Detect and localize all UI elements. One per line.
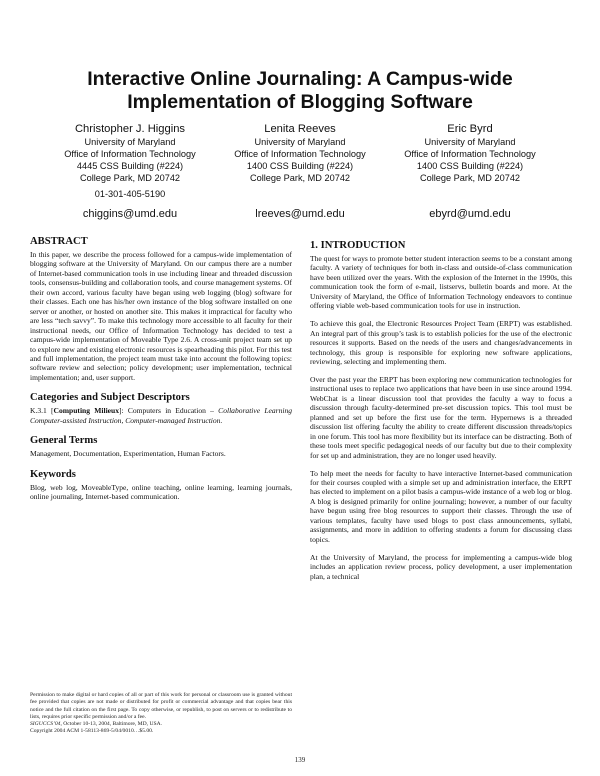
- keywords-text: Blog, web log, MoveableType, online teaching, online learning, learning journals, online journaling, Internet-based communication.: [30, 482, 292, 502]
- categories-code: K.3.1 [: [30, 406, 54, 416]
- intro-paragraph-4: To help meet the needs for faculty to have interactive Internet-based communication for their courses coupled with a simple set up and administration interface, the ERPT has elected to implement on a pilot basis a campus-wide instance of a web log or blog. A blog is designed primarily for online journaling; however, a number of our faculty have begun using free blog resources to support their classes. Through the use of various templates, faculty have used blogs to post class announcements, syllabi, assignments, and more in addition to offering students a forum for discussing class topics.: [310, 468, 572, 544]
- intro-paragraph-2: To achieve this goal, the Electronic Resources Project Team (ERPT) was established. An integral part of this group’s task is to establish policies for the use of the electronic resources it supports. Based on the needs of the users and changes/advancements in technology, this group is responsible for exploring new software applications, reviewing, selecting and implementing them.: [310, 319, 572, 367]
- author-office: Office of Information Technology: [64, 149, 196, 159]
- general-terms-text: Management, Documentation, Experimentation, Human Factors.: [30, 449, 226, 459]
- intro-paragraph-1: The quest for ways to promote better student interaction seems to be a constant among faculty. A variety of techniques for both in-class and outside-of-class communication have been utilized over the years. With the explosion of the Internet in the 1990s, this communication took the form of e-mail, listservs, bulletin boards and more. At the University of Maryland, the Office of Information Technology endeavors to continue offering viable web-based communication tools for use in instruction.: [310, 254, 572, 311]
- keywords-heading: Keywords: [30, 468, 76, 480]
- author-email: ebyrd@umd.edu: [429, 208, 511, 220]
- right-column: [310, 240, 572, 590]
- permission-notice: [30, 692, 292, 736]
- author-email: chiggins@umd.edu: [82, 208, 178, 220]
- introduction-heading: 1. INTRODUCTION: [310, 240, 406, 251]
- abstract-text: In this paper, we describe the process followed for a campus-wide implementation of blogging software at the University of Maryland. On our campus there are a number of Internet-based communication tools in use including linear and threaded discussion tools, consensus-building and collaboration tools, and course management systems. Of their own accord, various faculty have began using web logging (blog) software for their classes. Each one has his/her own instance of the blog software installed on one server or another, or hosted on another site. This makes it impractical for faculty who are less “tech savvy”. To make this technology more accessible to all faculty for their instructional needs, our Office of Information Technology has decided to test a campus-wide implementation of Moveable Type 2.6. A cross-unit project team set up to explore new and existing electronic resources is spearheading this pilot. For this test and full implementation, the project team must take into account the following topics: software review and selection; policy development; user implementation, technical implementation; and, user support.: [30, 250, 292, 382]
- permission-venue: SIGUCCS’04,: [30, 721, 62, 728]
- author-block-2: [210, 122, 390, 220]
- author-name: Lenita Reeves: [264, 123, 336, 135]
- author-office: Office of Information Technology: [404, 149, 536, 159]
- author-city: College Park, MD 20742: [419, 173, 521, 183]
- author-name: Christopher J. Higgins: [74, 123, 186, 135]
- author-phone: 01-301-405-5190: [94, 189, 166, 199]
- author-city: College Park, MD 20742: [79, 173, 181, 183]
- permission-text: Permission to make digital or hard copies of all or part of this work for personal or classroom use is granted without fee provided that copies are not made or distributed for profit or commercial advantage and that copies bear this notice and the full citation on the first page. To copy otherwise, or republish, to post on servers or to redistribute to lists, requires prior specific permission and/or a fee.: [30, 692, 292, 720]
- author-block-1: [40, 122, 220, 220]
- author-building: 1400 CSS Building (#224): [416, 161, 524, 171]
- author-city: College Park, MD 20742: [249, 173, 351, 183]
- title-line-1: Interactive Online Journaling: A Campus-wide: [87, 68, 513, 90]
- author-building: 4445 CSS Building (#224): [76, 161, 184, 171]
- categories-rest: ]: Computers in Education –: [119, 406, 214, 416]
- author-affiliation: University of Maryland: [254, 137, 346, 147]
- categories-descriptors: Collaborative Learning Computer-assisted Instruction, Computer-managed Instruction.: [30, 406, 293, 425]
- author-block-3: [380, 122, 560, 220]
- permission-copyright: Copyright 2004 ACM 1-58113-869-5/04/0010…$5.00.: [30, 728, 154, 735]
- permission-venue-rest: October 10-13, 2004, Baltimore, MD, USA.: [61, 721, 163, 728]
- categories-text: [30, 406, 292, 425]
- left-column: [30, 236, 292, 510]
- categories-heading: Categories and Subject Descriptors: [30, 392, 190, 404]
- intro-paragraph-5: At the University of Maryland, the process for implementing a campus-wide blog includes an application review process, policy development, a user implementation plan, a technical: [310, 552, 572, 581]
- author-building: 1400 CSS Building (#224): [246, 161, 354, 171]
- page-number: 139: [294, 756, 306, 764]
- title-line-2: Implementation of Blogging Software: [127, 91, 473, 113]
- categories-bold-term: Computing Milieux: [53, 406, 119, 416]
- general-terms-heading: General Terms: [30, 435, 98, 447]
- paper-title: [40, 68, 560, 114]
- author-office: Office of Information Technology: [234, 149, 366, 159]
- abstract-heading: ABSTRACT: [30, 236, 88, 247]
- author-affiliation: University of Maryland: [424, 137, 516, 147]
- author-email: lreeves@umd.edu: [255, 208, 345, 220]
- author-name: Eric Byrd: [447, 123, 493, 135]
- intro-paragraph-3: Over the past year the ERPT has been exploring new communication technologies for instructional uses to replace two applications that have been in use since around 1994. WebChat is a linear discussion tool that provides the faculty a way to focus a discussion through faculty-determined pre-set discussion topics. This tool must be planned and set up before the first use for the term. Hypernews is a threaded discussion list offering faculty the ability to create different discussion threads/topics in one forum. This tool has more flexibility but its interface can be distracting. Both of these tools meet specific pedagogical needs of our faculty but due to their complexity for set up and administration, they are no longer used heavily.: [310, 374, 572, 460]
- author-affiliation: University of Maryland: [84, 137, 176, 147]
